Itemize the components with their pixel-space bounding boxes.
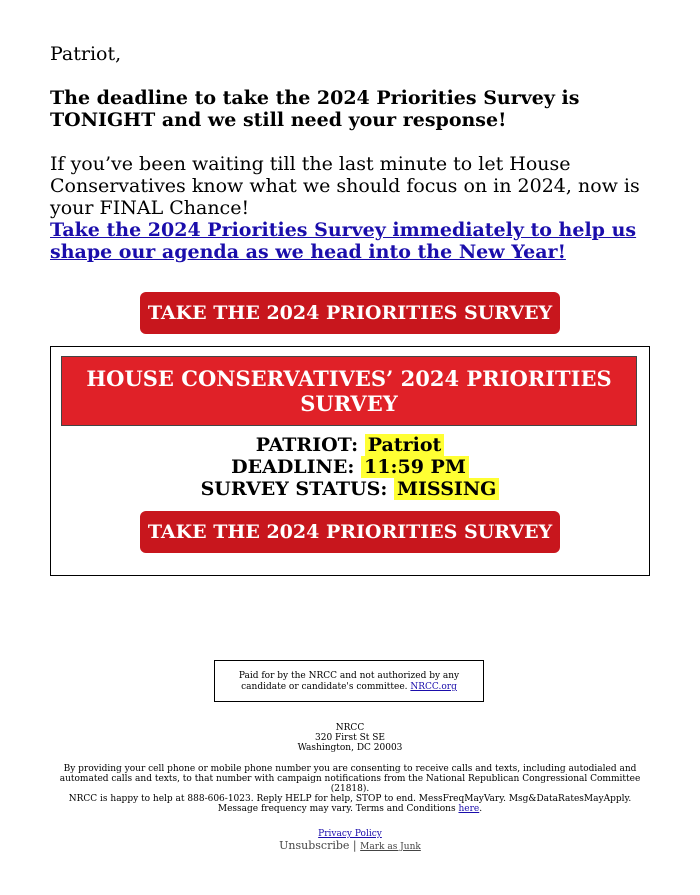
mailing-address <box>50 723 650 753</box>
body-paragraph: If you’ve been waiting till the last minute to let House Conservatives know what we should focus on in 2024, now is your FINAL Chance! <box>50 153 640 219</box>
take-survey-button-2[interactable]: TAKE THE 2024 PRIORITIES SURVEY <box>140 511 560 553</box>
deadline-value: 11:59 PM <box>361 456 469 478</box>
patriot-row <box>51 434 649 456</box>
terms-link[interactable]: here <box>458 804 480 814</box>
status-row <box>51 478 649 500</box>
mark-as-junk-link[interactable]: Mark as Junk <box>360 842 421 852</box>
survey-fields <box>51 434 649 500</box>
survey-header: HOUSE CONSERVATIVES’ 2024 PRIORITIES SURVEY <box>61 356 637 426</box>
status-value: MISSING <box>394 478 499 500</box>
deadline-row <box>51 456 649 478</box>
address-street: 320 First St SE <box>315 733 385 743</box>
footer-links <box>50 828 650 853</box>
take-survey-button[interactable]: TAKE THE 2024 PRIORITIES SURVEY <box>140 292 560 334</box>
disclaimer-text: Paid for by the NRCC and not authorized by any candidate or candidate's committee. <box>238 671 460 692</box>
status-label: SURVEY STATUS: <box>200 478 388 500</box>
headline: The deadline to take the 2024 Priorities Survey is TONIGHT and we still need your response! <box>50 87 580 131</box>
consent-text: By providing your cell phone or mobile phone number you are consenting to receive calls and texts, including autodialed and automated calls and texts, to that number with campaign notifications from the National Republican Congressional Committee (21818). <box>59 764 641 794</box>
privacy-policy-link[interactable]: Privacy Policy <box>318 829 382 839</box>
address-name: NRCC <box>335 723 365 733</box>
help-text: NRCC is happy to help at 888-606-1023. Reply HELP for help, STOP to end. MessFreqMayVary. Msg&DataRatesMayApply. Message frequency may vary. Terms and Conditions here. <box>68 794 632 814</box>
unsubscribe-link[interactable]: Unsubscribe <box>279 839 350 852</box>
paid-for-disclaimer <box>214 660 484 702</box>
deadline-label: DEADLINE: <box>231 456 355 478</box>
link-separator: | <box>352 839 357 852</box>
patriot-label: PATRIOT: <box>255 434 359 456</box>
greeting: Patriot, <box>50 43 122 65</box>
patriot-value: Patriot <box>365 434 445 456</box>
nrcc-link[interactable]: NRCC.org <box>410 682 457 692</box>
help-text-body: NRCC is happy to help at 888-606-1023. Reply HELP for help, STOP to end. MessFreqMayVary. Msg&DataRatesMayApply. Message frequency may vary. Terms and Conditions <box>68 794 632 814</box>
survey-text-link[interactable]: Take the 2024 Priorities Survey immediately to help us shape our agenda as we head into the New Year! <box>50 219 637 263</box>
survey-box <box>50 346 650 576</box>
address-city: Washington, DC 20003 <box>297 743 403 753</box>
